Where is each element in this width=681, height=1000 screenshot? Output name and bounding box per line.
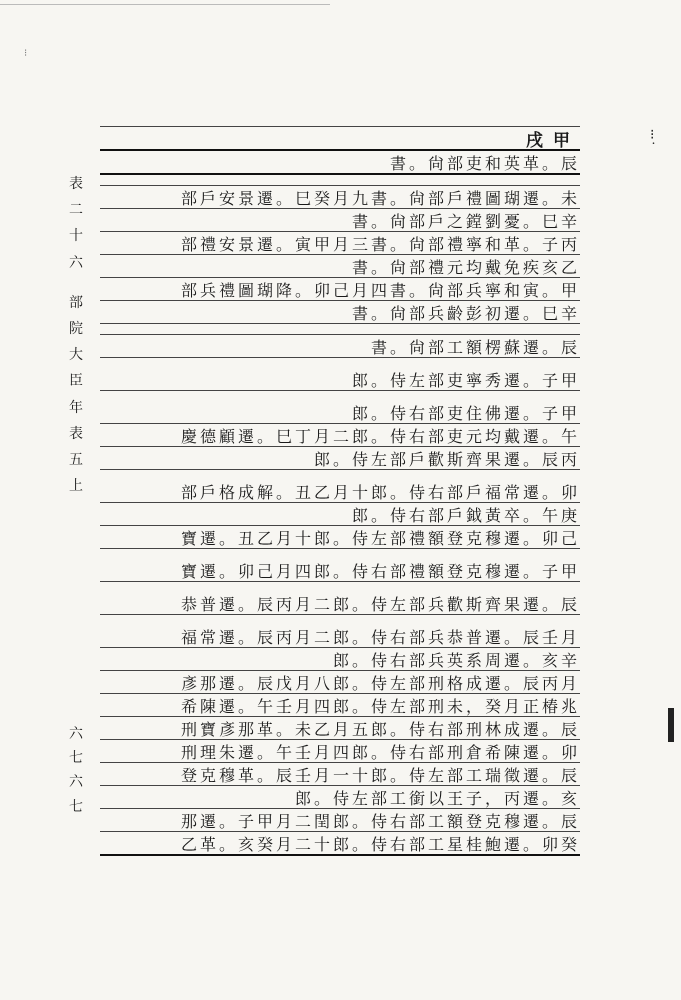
table-row: 慶德顧遷。巳丁月二郎。侍右部吏元均戴遷。午	[180, 426, 580, 446]
minister-table	[100, 126, 580, 856]
table-row: 寶遷。卯己月四郎。侍右部禮額登克穆遷。子甲	[180, 561, 580, 581]
side-char: 院	[69, 320, 83, 337]
table-row: 部戶安景遷。巳癸月九書。尙部戶禮圖瑚遷。未	[180, 188, 580, 208]
binding-mark	[668, 708, 674, 742]
table-row: 恭普遷。辰丙月二郎。侍左部兵歡斯齊果遷。辰	[180, 594, 580, 614]
spacer	[100, 582, 580, 592]
top-rule	[0, 4, 330, 5]
table-row: 彥那遷。辰戊月八郎。侍左部刑格成遷。辰丙月	[180, 673, 580, 693]
table-row: 書。尙部戶之鏜劉憂。巳辛	[351, 211, 580, 231]
table-row: 寶遷。丑乙月十郎。侍左部禮額登克穆遷。卯己	[180, 528, 580, 548]
table-row: 書。尙部兵齡彭初遷。巳辛	[351, 303, 580, 323]
side-char: 表	[69, 425, 83, 442]
spacer	[100, 391, 580, 401]
table-row: 書。尙部禮元均戴免疾亥乙	[351, 257, 580, 277]
table-row: 書。尙部吏和英革。辰	[389, 153, 580, 173]
page-number-char: 六	[69, 726, 83, 742]
page-number-char: 六	[69, 774, 83, 791]
spacer	[100, 175, 580, 185]
table-row: 書。尙部工額楞蘇遷。辰	[370, 337, 580, 357]
side-char: 六	[69, 254, 83, 271]
table-row: 希陳遷。午壬月四郎。侍左部刑未，癸月正椿兆	[180, 696, 580, 716]
side-title	[66, 175, 86, 503]
side-char: 十	[69, 228, 83, 245]
table-row: 刑寶彥那革。未乙月五郎。侍右部刑林成遷。辰	[180, 719, 580, 739]
table-row: 福常遷。辰丙月二郎。侍右部兵恭普遷。辰壬月	[180, 627, 580, 647]
side-char: 表	[69, 176, 83, 192]
side-char: 二	[69, 202, 83, 219]
table-row: 郎。侍右部兵英系周遷。亥辛	[332, 650, 580, 670]
table-row: 部戶格成解。丑乙月十郎。侍右部戶福常遷。卯	[180, 482, 580, 502]
side-char: 大	[69, 347, 83, 364]
page-number	[66, 725, 86, 822]
table-row: 郎。侍右部吏住佛遷。子甲	[351, 403, 580, 423]
side-char: 臣	[69, 373, 83, 390]
spacer	[100, 615, 580, 625]
table-row: 郎。侍左部戶歡斯齊果遷。辰丙	[313, 449, 580, 469]
margin-mark: ⁝	[24, 48, 28, 59]
page-number-char: 七	[69, 750, 83, 767]
year-heading: 戌甲	[526, 130, 580, 149]
table-bottom-rule	[100, 854, 580, 856]
spacer	[100, 549, 580, 559]
spacer	[100, 358, 580, 368]
table-row: 乙革。亥癸月二十郎。侍右部工星桂鮑遷。卯癸	[180, 834, 580, 854]
page-number-char: 七	[69, 798, 83, 815]
edge-mark: ⁝ ˙	[650, 127, 657, 157]
table-row: 那遷。子甲月二閏郎。侍右部工額登克穆遷。辰	[180, 811, 580, 831]
spacer	[100, 470, 580, 480]
side-char: 部	[69, 294, 83, 311]
table-row: 刑理朱遷。午壬月四郎。侍右部刑倉希陳遷。卯	[180, 742, 580, 762]
table-row: 部禮安景遷。寅甲月三書。尙部禮寧和革。子丙	[180, 234, 580, 254]
table-row: 登克穆革。辰壬月一十郎。侍左部工瑞徵遷。辰	[180, 765, 580, 785]
table-row: 郎。侍右部戶鉞黃卒。午庚	[351, 505, 580, 525]
side-char: 上	[69, 478, 83, 495]
side-char: 年	[69, 399, 83, 416]
side-char: 五	[69, 451, 83, 468]
table-row: 部兵禮圖瑚降。卯己月四書。尙部兵寧和寅。甲	[180, 280, 580, 300]
table-row: 郎。侍左部吏寧秀遷。子甲	[351, 370, 580, 390]
table-row: 郎。侍左部工銜以王子，丙遷。亥	[294, 788, 580, 808]
spacer	[100, 324, 580, 334]
